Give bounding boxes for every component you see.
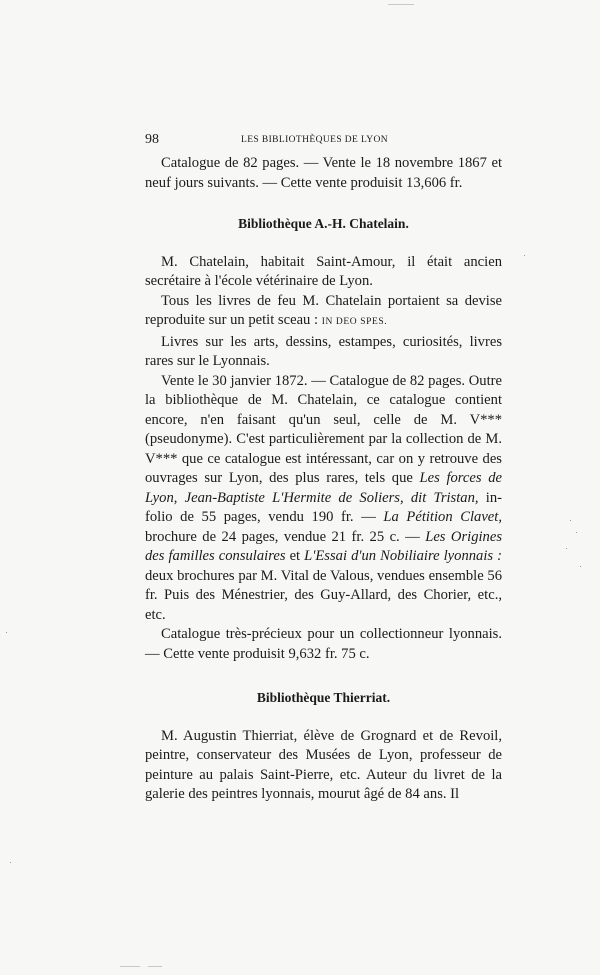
running-head: LES BIBLIOTHÈQUES DE LYON — [241, 135, 389, 145]
scan-speck — [10, 862, 11, 863]
paragraph-thierriat-bio: M. Augustin Thierriat, élève de Grognard et de Revoil, peintre, conservateur des Musées de Lyon, professeur de peinture au palais Saint-Pierre, etc. Auteur du livret de la galerie des peintres lyonnais, mourut âgé de 84 ans. Il — [145, 727, 502, 802]
title-petition-clavet: La Pétition Clavet, — [383, 509, 502, 525]
scan-edge-mark — [388, 4, 414, 5]
scan-speck — [524, 255, 525, 256]
sale-text-e: deux brochures par M. Vital de Valous, vendues ensemble 56 fr. Puis des Ménestrier, des Guy-Allard, des Chorier, etc., etc. — [145, 567, 502, 623]
scan-speck — [6, 632, 7, 633]
scan-speck — [566, 548, 567, 549]
paragraph-chatelain-bio: M. Chatelain, habitait Saint-Amour, il était ancien secrétaire à l'école vétérinaire de Lyon. — [145, 253, 502, 289]
title-origines-familles: Les Origines des familles consulaires — [145, 528, 503, 564]
paragraph-sale-1867: Catalogue de 82 pages. — Vente le 18 novembre 1867 et neuf jours suivants. — Cette vente produisit 13,606 fr. — [145, 155, 502, 191]
paragraph-chatelain-sale — [145, 372, 502, 626]
sale-text-c: brochure de 24 pages, vendue 21 fr. 25 c. — — [145, 528, 426, 545]
page-body — [145, 154, 502, 805]
sale-text-d: et — [285, 548, 305, 564]
scan-edge-mark — [120, 966, 140, 967]
paragraph-chatelain-subjects: Livres sur les arts, dessins, estampes, curiosités, livres rares sur le Lyonnais. — [145, 333, 502, 369]
scan-speck — [580, 566, 581, 567]
sale-text-a: Vente le 30 janvier 1872. — Catalogue de 82 pages. Outre la bibliothèque de M. Chatelain, ce catalogue contient encore, n'en faisant qu'un seul, celle de M. V*** (pseudonyme). C'est particulièrement par la collection de M. V*** que ce catalogue est intéressant, car on y retrouve des ouvrages sur Lyon, des plus rares, tels que — [145, 372, 502, 486]
paragraph-chatelain-motto — [145, 292, 502, 333]
scan-edge-mark — [148, 966, 162, 967]
section-heading-chatelain: Bibliothèque A.-H. Chatelain. — [238, 216, 409, 231]
page-header — [145, 132, 500, 150]
paragraph-chatelain-total: Catalogue très-précieux pour un collectionneur lyonnais. — Cette vente produisit 9,632 fr. 75 c. — [145, 626, 502, 662]
title-les-forces-de-lyon: Les forces de Lyon, Jean-Baptiste L'Hermite de Soliers, dit Tristan, — [145, 470, 502, 506]
motto-intro-text: Tous les livres de feu M. Chatelain portaient sa devise reproduite sur un petit sceau : — [145, 292, 502, 328]
sale-text-b: in-folio de 55 pages, vendu 190 fr. — — [145, 489, 502, 525]
scan-speck — [570, 520, 571, 521]
title-essai-nobiliaire: L'Essai d'un Nobiliaire lyonnais : — [304, 548, 502, 564]
page-number: 98 — [145, 132, 159, 147]
section-heading-thierriat: Bibliothèque Thierriat. — [256, 690, 391, 705]
motto-text: IN DEO SPES. — [321, 317, 388, 327]
scan-speck — [576, 532, 577, 533]
